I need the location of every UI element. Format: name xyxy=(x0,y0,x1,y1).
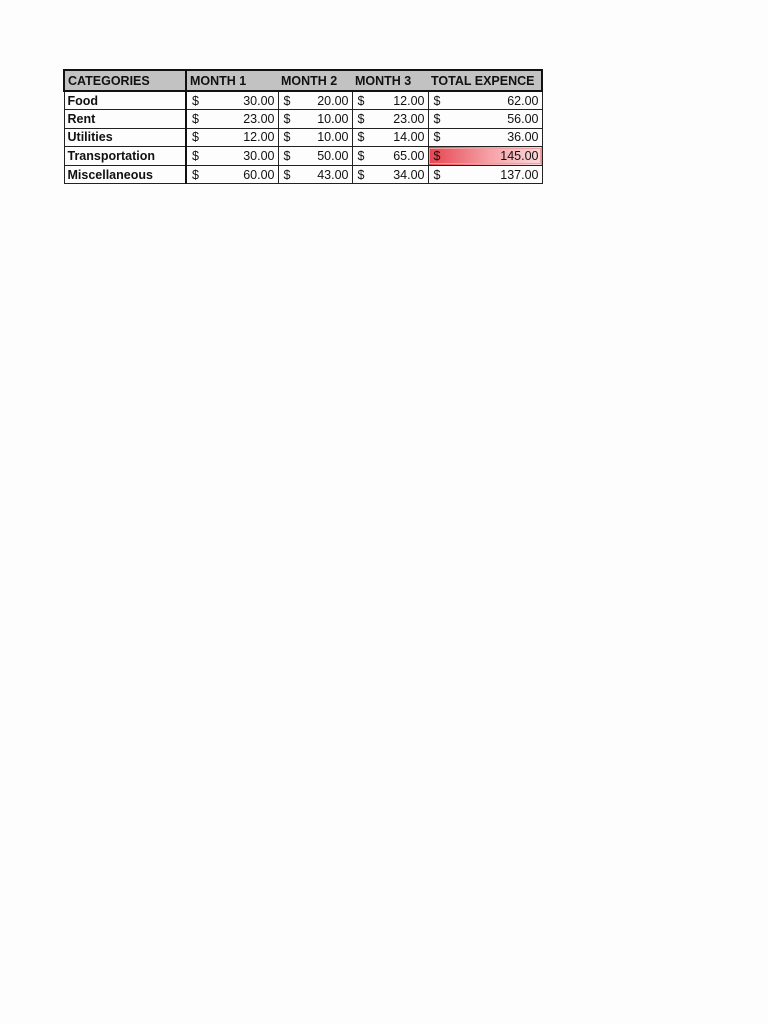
currency-symbol: $ xyxy=(433,93,441,108)
currency-symbol: $ xyxy=(357,130,365,145)
amount: 56.00 xyxy=(507,111,539,126)
amount: 43.00 xyxy=(317,167,349,182)
currency-symbol: $ xyxy=(433,149,441,164)
table-row xyxy=(64,128,542,147)
amount: 145.00 xyxy=(500,149,539,164)
cell-month-2[interactable] xyxy=(278,128,352,147)
amount: 65.00 xyxy=(393,149,425,164)
cell-month-1[interactable] xyxy=(186,91,278,110)
amount: 34.00 xyxy=(393,167,425,182)
amount: 60.00 xyxy=(243,167,275,182)
header-categories[interactable]: CATEGORIES xyxy=(64,70,186,91)
cell-total[interactable] xyxy=(428,165,542,184)
header-month-2[interactable]: MONTH 2 xyxy=(278,70,352,91)
currency-symbol: $ xyxy=(357,93,365,108)
cell-month-2[interactable] xyxy=(278,147,352,166)
header-month-3[interactable]: MONTH 3 xyxy=(352,70,428,91)
cell-month-2[interactable] xyxy=(278,165,352,184)
amount: 23.00 xyxy=(243,111,275,126)
table-row xyxy=(64,91,542,110)
header-row xyxy=(64,70,542,91)
currency-symbol: $ xyxy=(283,111,291,126)
amount: 20.00 xyxy=(317,93,349,108)
currency-symbol: $ xyxy=(192,149,199,164)
cell-month-1[interactable] xyxy=(186,110,278,129)
currency-symbol: $ xyxy=(192,167,199,182)
currency-symbol: $ xyxy=(283,93,291,108)
header-total-expence[interactable]: TOTAL EXPENCE xyxy=(428,70,542,91)
amount: 10.00 xyxy=(317,130,349,145)
cell-month-3[interactable] xyxy=(352,165,428,184)
currency-symbol: $ xyxy=(433,167,441,182)
cell-month-1[interactable] xyxy=(186,147,278,166)
amount: 62.00 xyxy=(507,93,539,108)
cell-month-2[interactable] xyxy=(278,110,352,129)
cell-category[interactable]: Food xyxy=(64,91,186,110)
cell-category[interactable]: Utilities xyxy=(64,128,186,147)
cell-category[interactable]: Miscellaneous xyxy=(64,165,186,184)
amount: 50.00 xyxy=(317,149,349,164)
cell-total[interactable] xyxy=(428,128,542,147)
currency-symbol: $ xyxy=(283,130,291,145)
amount: 30.00 xyxy=(243,93,275,108)
currency-symbol: $ xyxy=(433,111,441,126)
cell-category[interactable]: Rent xyxy=(64,110,186,129)
currency-symbol: $ xyxy=(192,111,199,126)
amount: 12.00 xyxy=(393,93,425,108)
cell-month-3[interactable] xyxy=(352,128,428,147)
cell-month-2[interactable] xyxy=(278,91,352,110)
currency-symbol: $ xyxy=(357,167,365,182)
amount: 12.00 xyxy=(243,130,275,145)
amount: 137.00 xyxy=(500,167,539,182)
header-month-1[interactable]: MONTH 1 xyxy=(186,70,278,91)
cell-month-1[interactable] xyxy=(186,165,278,184)
cell-month-3[interactable] xyxy=(352,110,428,129)
amount: 10.00 xyxy=(317,111,349,126)
table-row xyxy=(64,147,542,166)
currency-symbol: $ xyxy=(357,149,365,164)
cell-total-highlighted[interactable] xyxy=(428,147,542,166)
currency-symbol: $ xyxy=(283,167,291,182)
cell-total[interactable] xyxy=(428,91,542,110)
currency-symbol: $ xyxy=(283,149,291,164)
currency-symbol: $ xyxy=(192,93,199,108)
table-row xyxy=(64,165,542,184)
cell-month-3[interactable] xyxy=(352,91,428,110)
currency-symbol: $ xyxy=(192,130,199,145)
cell-total[interactable] xyxy=(428,110,542,129)
table-row xyxy=(64,110,542,129)
expense-table xyxy=(63,69,543,184)
currency-symbol: $ xyxy=(433,130,441,145)
amount: 30.00 xyxy=(243,149,275,164)
cell-month-3[interactable] xyxy=(352,147,428,166)
amount: 23.00 xyxy=(393,111,425,126)
currency-symbol: $ xyxy=(357,111,365,126)
cell-month-1[interactable] xyxy=(186,128,278,147)
amount: 36.00 xyxy=(507,130,539,145)
cell-category[interactable]: Transportation xyxy=(64,147,186,166)
amount: 14.00 xyxy=(393,130,425,145)
